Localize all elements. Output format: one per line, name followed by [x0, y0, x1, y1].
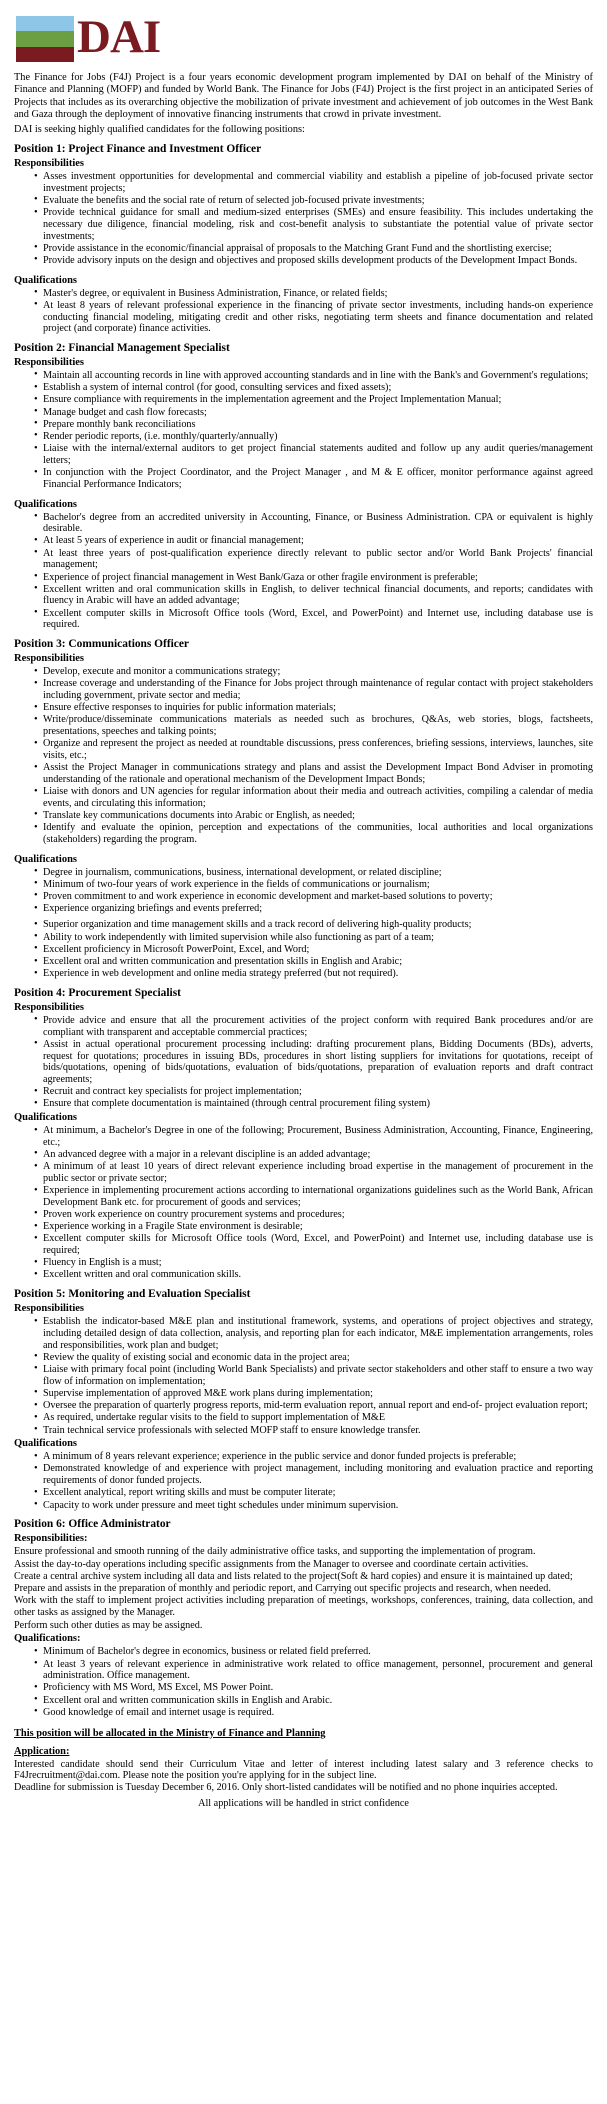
- application-body: Interested candidate should send their Curriculum Vitae and letter of interest including latest salary and 3 reference checks to F4Jrecruitment@dai.com. Please note the position you're applying for in the subject line.: [14, 1758, 593, 1782]
- list-item: • A minimum of 8 years relevant experience; experience in the public service and donor funded projects is preferable;: [34, 1451, 593, 1463]
- list-item: • Good knowledge of email and internet usage is required.: [34, 1707, 593, 1719]
- list-item: • Proven work experience on country procurement systems and procedures;: [34, 1209, 593, 1221]
- list-item: • Assist in actual operational procurement processing including: drafting procurement plans, Bidding Documents (BDs), adverts, request for quotations; procedures in issuing BDs, procedures in short listing suppliers for invitations for quotations, receipt of bids/quotations, opening of bids/quotations, evaluation of bids/quotations, preparation of evaluation reports and draft contract agreements;: [34, 1039, 593, 1086]
- position-1-qualifications-label: Qualifications: [14, 274, 78, 286]
- list-item: • Provide advice and ensure that all the procurement activities of the project conform with required Bank procedures and/or are compliant with transparent and acceptable commercial practices;: [34, 1015, 593, 1038]
- position-6-responsibility: Assist the day-to-day operations including specific assignments from the Manager to oversee and coordinate certain activities.: [14, 1558, 529, 1570]
- list-item: • Superior organization and time management skills and a track record of delivering high-quality products;: [34, 919, 593, 931]
- list-item: • Asses investment opportunities for developmental and commercial viability and establish a pipeline of job-focused private sector investment projects;: [34, 171, 593, 194]
- list-item: • A minimum of at least 10 years of direct relevant experience including broad expertise in the management of procurement in the public sector or private sector;: [34, 1161, 593, 1184]
- position-2-title: Position 2: Financial Management Specialist: [14, 341, 230, 354]
- list-item: • At least three years of post-qualification experience directly relevant to public sector and/or World Bank Projects' financial management;: [34, 548, 593, 571]
- position-6-responsibility: Work with the staff to implement project activities including preparation of meetings, workshops, conferences, training, data collection, and other tasks as assigned by the Manager.: [14, 1595, 593, 1619]
- position-2-responsibilities-label: Responsibilities: [14, 356, 85, 368]
- list-item: • Experience organizing briefings and events preferred;: [34, 903, 593, 915]
- list-item: • Train technical service professionals with selected MOFP staff to ensure knowledge transfer.: [34, 1425, 593, 1437]
- list-item: • Evaluate the benefits and the social rate of return of selected job-focused private investments;: [34, 195, 593, 207]
- list-item: • Establish a system of internal control (for good, consulting services and fixed assets);: [34, 382, 593, 394]
- position-3-qualifications-label: Qualifications: [14, 853, 78, 865]
- position-1-responsibilities-list: [14, 171, 593, 267]
- list-item: • In conjunction with the Project Coordinator, and the Project Manager , and M & E officer, monitor performance against agreed Financial Performance Indicators;: [34, 467, 593, 490]
- position-4-title: Position 4: Procurement Specialist: [14, 986, 181, 999]
- list-item: • Excellent written and oral communication skills.: [34, 1269, 593, 1281]
- position-5-responsibilities-label: Responsibilities: [14, 1303, 85, 1315]
- list-item: • Excellent computer skills for Microsoft Office tools (Word, Excel, and PowerPoint) and Internet use, including database use is required;: [34, 1233, 593, 1256]
- list-item: • Ensure effective responses to inquiries for public information materials;: [34, 702, 593, 714]
- position-6-responsibility: Perform such other duties as may be assigned.: [14, 1619, 203, 1631]
- position-3-qualifications-list: [14, 867, 593, 915]
- list-item: • Review the quality of existing social and economic data in the project area;: [34, 1352, 593, 1364]
- list-item: • Excellent analytical, report writing skills and must be computer literate;: [34, 1487, 593, 1499]
- dai-logo: [16, 11, 593, 63]
- list-item: • Write/produce/disseminate communications materials as needed such as brochures, Q&As, web stories, blogs, factsheets, presentations, speeches and talking points;: [34, 714, 593, 737]
- list-item: • Bachelor's degree from an accredited university in Accounting, Finance, or Business Administration. CPA or equivalent is highly desirable.: [34, 512, 593, 535]
- list-item: • Capacity to work under pressure and meet tight schedules under minimum supervision.: [34, 1500, 593, 1512]
- list-item: • Demonstrated knowledge of and experience with project management, including monitoring and evaluation practice and reporting requirements of donor funded projects.: [34, 1463, 593, 1486]
- list-item: • Provide advisory inputs on the design and objectives and proposed skills development products of the Development Impact Bonds.: [34, 255, 593, 267]
- list-item: • Identify and evaluate the opinion, perception and expectations of the communities, local authorities and local organizations (stakeholders) regarding the program.: [34, 822, 593, 845]
- position-6-qualifications-list: [14, 1646, 593, 1718]
- position-5-responsibilities-list: [14, 1316, 593, 1436]
- position-2-qualifications-label: Qualifications: [14, 498, 78, 510]
- position-6-title: Position 6: Office Administrator: [14, 1518, 171, 1531]
- list-item: • Manage budget and cash flow forecasts;: [34, 407, 593, 419]
- list-item: • Fluency in English is a must;: [34, 1257, 593, 1269]
- list-item: • Establish the indicator-based M&E plan and institutional framework, systems, and operations of project objectives and strategy, including detailed design of data collection, analysis, and reporting plan for each indicator, M&E implementation arrangements, roles and responsibilities, work plan and budget;: [34, 1316, 593, 1351]
- position-2-qualifications-list: [14, 512, 593, 632]
- list-item: • Render periodic reports, (i.e. monthly/quarterly/annually): [34, 431, 593, 443]
- list-item: • Maintain all accounting records in line with approved accounting standards and in line with the Bank's and Government's regulations;: [34, 370, 593, 382]
- list-item: • Excellent proficiency in Microsoft PowerPoint, Excel, and Word;: [34, 944, 593, 956]
- list-item: • Liaise with donors and UN agencies for regular information about their media and outreach activities, compiling a calendar of media events, and circulating this information;: [34, 786, 593, 809]
- position-1-title: Position 1: Project Finance and Investment Officer: [14, 143, 262, 156]
- list-item: • At least 3 years of relevant experience in administrative work related to office management, personnel, procurement and general administration. Office management.: [34, 1659, 593, 1682]
- list-item: • Excellent oral and written communication and presentation skills in English and Arabic;: [34, 956, 593, 968]
- position-4-qualifications-label: Qualifications: [14, 1112, 78, 1124]
- position-6-responsibility: Ensure professional and smooth running of the daily administrative office tasks, and supporting the implementation of program.: [14, 1546, 536, 1558]
- list-item: • Translate key communications documents into Arabic or English, as needed;: [34, 810, 593, 822]
- list-item: • Excellent computer skills in Microsoft Office tools (Word, Excel, and PowerPoint) and Internet use, including database use is required.: [34, 608, 593, 631]
- seeking-text: DAI is seeking highly qualified candidates for the following positions:: [14, 123, 305, 135]
- position-4-qualifications-list: [14, 1125, 593, 1281]
- list-item: • Liaise with the internal/external auditors to get project financial statements audited and follow up any audit queries/management letters;: [34, 443, 593, 466]
- position-6-responsibility: Prepare and assists in the preparation of monthly and periodic report, and Carrying out specific projects and research, when needed.: [14, 1583, 551, 1595]
- list-item: • Proficiency with MS Word, MS Excel, MS Power Point.: [34, 1682, 593, 1694]
- position-4-responsibilities-label: Responsibilities: [14, 1001, 85, 1013]
- position-3-qualifications-extra-list: [14, 919, 593, 980]
- list-item: • Ensure compliance with requirements in the implementation agreement and the Project Implementation Manual;: [34, 394, 593, 406]
- list-item: • Assist the Project Manager in communications strategy and plans and assist the Development Impact Bond Adviser in promoting understanding of the rationale and operational mechanism of the Development Impact Bonds;: [34, 762, 593, 785]
- list-item: • Excellent written and oral communication skills in English, to deliver technical financial documents, and reports; candidates with fluency in Arabic will have an added advantage;: [34, 584, 593, 607]
- list-item: • Experience working in a Fragile State environment is desirable;: [34, 1221, 593, 1233]
- allocation-note: This position will be allocated in the Ministry of Finance and Planning: [14, 1727, 326, 1739]
- list-item: • Provide assistance in the economic/financial appraisal of proposals to the Matching Grant Fund and the shortlisting exercise;: [34, 243, 593, 255]
- list-item: • Increase coverage and understanding of the Finance for Jobs project through maintenance of regular contact with project stakeholders including government, private sector and media;: [34, 678, 593, 701]
- list-item: • Ensure that complete documentation is maintained (through central procurement filing system): [34, 1098, 593, 1110]
- position-6-qualifications-label: Qualifications:: [14, 1633, 81, 1645]
- list-item: • At minimum, a Bachelor's Degree in one of the following; Procurement, Business Administration, Accounting, Finance, Engineering, etc.;: [34, 1125, 593, 1148]
- position-3-responsibilities-list: [14, 666, 593, 846]
- list-item: • At least 5 years of experience in audit or financial management;: [34, 535, 593, 547]
- list-item: • Organize and represent the project as needed at roundtable discussions, press conferences, briefing sessions, interviews, launches, site visits, etc.;: [34, 738, 593, 761]
- position-2-responsibilities-list: [14, 370, 593, 491]
- flag-icon: [16, 16, 74, 62]
- list-item: • As required, undertake regular visits to the field to support implementation of M&E: [34, 1412, 593, 1424]
- list-item: • Liaise with primary focal point (including World Bank Specialists) and private sector stakeholders and other staff to ensure a two way flow of information on implementation;: [34, 1364, 593, 1387]
- list-item: • Experience of project financial management in West Bank/Gaza or other fragile environment is preferable;: [34, 572, 593, 584]
- position-5-title: Position 5: Monitoring and Evaluation Specialist: [14, 1288, 251, 1301]
- confidentiality-note: All applications will be handled in strict confidence: [198, 1797, 409, 1809]
- position-6-responsibility: Create a central archive system including all data and lists related to the project(Soft & hard copies) and ensure it is maintained up dated;: [14, 1570, 573, 1582]
- position-5-qualifications-list: [14, 1451, 593, 1511]
- list-item: • Proven commitment to and work experience in economic development and market-based solutions to poverty;: [34, 891, 593, 903]
- list-item: • Oversee the preparation of quarterly progress reports, mid-term evaluation report, annual report and end-of- project evaluation report;: [34, 1400, 593, 1412]
- list-item: • Master's degree, or equivalent in Business Administration, Finance, or related fields;: [34, 288, 593, 300]
- position-1-qualifications-list: [14, 288, 593, 335]
- list-item: • At least 8 years of relevant professional experience in the financing of private sector investments, including hands-on experience conducting financial modeling, mitigating credit and other risks, negotiating term sheets and finance documentation and related project (and corporate) finance activities.: [34, 300, 593, 335]
- list-item: • Experience in implementing procurement actions according to international organizations guidelines such as the World Bank, African Development Bank etc. for procurement of goods and services;: [34, 1185, 593, 1208]
- position-1-responsibilities-label: Responsibilities: [14, 158, 85, 170]
- position-6-responsibilities-label: Responsibilities:: [14, 1533, 88, 1545]
- position-5-qualifications-label: Qualifications: [14, 1438, 78, 1450]
- position-3-title: Position 3: Communications Officer: [14, 638, 189, 651]
- list-item: • Provide technical guidance for small and medium-sized enterprises (SMEs) and ensure feasibility. This includes undertaking the necessary due diligence, financial modeling, risk and cost-benefit analysis to substantiate the potential value of private sector investments;: [34, 207, 593, 242]
- list-item: • Experience in web development and online media strategy preferred (but not required).: [34, 968, 593, 980]
- list-item: • Prepare monthly bank reconciliations: [34, 419, 593, 431]
- list-item: • Minimum of two-four years of work experience in the fields of communications or journalism;: [34, 879, 593, 891]
- application-heading: Application:: [14, 1745, 70, 1757]
- position-4-responsibilities-list: [14, 1015, 593, 1110]
- list-item: • Degree in journalism, communications, business, international development, or related discipline;: [34, 867, 593, 879]
- logo-wordmark: DAI: [77, 11, 161, 63]
- list-item: • Minimum of Bachelor's degree in economics, business or related field preferred.: [34, 1646, 593, 1658]
- list-item: • Ability to work independently with limited supervision while also functioning as part of a team;: [34, 932, 593, 944]
- position-3-responsibilities-label: Responsibilities: [14, 653, 85, 665]
- list-item: • An advanced degree with a major in a relevant discipline is an added advantage;: [34, 1149, 593, 1161]
- list-item: • Excellent oral and written communication skills in English and Arabic.: [34, 1695, 593, 1707]
- intro-text: The Finance for Jobs (F4J) Project is a four years economic development program implemented by DAI on behalf of the Ministry of Finance and Planning (MOFP) and funded by World Bank. The Finance for Jobs (F4J) Project is the first project in an anticipated Series of Projects that includes as its overarching objective the mobilization of private investment and achievement of job outcomes in the West Bank and Gaza through the deployment of innovative financing instruments that crowd in private investment.: [14, 72, 593, 121]
- intro-paragraph: [14, 72, 593, 122]
- application-deadline: Deadline for submission is Tuesday December 6, 2016. Only short-listed candidates will be notified and no phone inquiries accepted.: [14, 1782, 558, 1794]
- list-item: • Recruit and contract key specialists for project implementation;: [34, 1086, 593, 1098]
- list-item: • Develop, execute and monitor a communications strategy;: [34, 666, 593, 678]
- list-item: • Supervise implementation of approved M&E work plans during implementation;: [34, 1388, 593, 1400]
